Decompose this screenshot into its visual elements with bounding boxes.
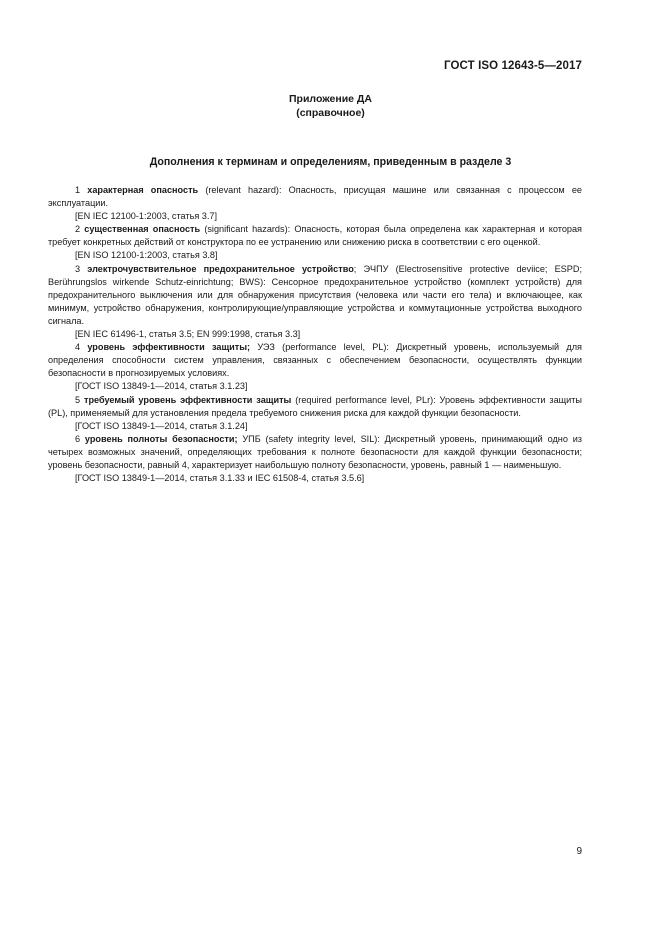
term-reference-3: [EN IEC 61496-1, статья 3.5; EN 999:1998, статья 3.3] [75,329,301,340]
term-name: существенная опасность [84,224,201,235]
term-name: уровень полноты безопасности; [84,433,238,444]
term-definition: (relevant hazard): Опасность, присущая машине или связанная с процессом ее эксплуатации. [48,185,582,209]
term-name: требуемый уровень эффективности защиты [83,394,292,405]
term-reference-1: [EN IEC 12100-1:2003, статья 3.7] [75,211,218,222]
term-definition: (required performance level, PLr): Уровень эффективности защиты (PL), применяемый для установления предела требуемого снижения риска для каждой функции безопасности. [48,394,582,418]
term-name: характерная опасность [87,185,199,195]
term-number: 5 [75,394,81,405]
term-entry-4 [48,341,582,380]
annex-subtitle: (справочное) [296,107,365,119]
term-number: 6 [75,433,81,444]
term-definition: ; ЭЧПУ (Electrosensitive protective deviice; ESPD; Berührungslos wirkende Schutz-einrichtung; BWS): Сенсорное предохранительное устройство (комплект устройств) для предохранительного выключения или для обнаружения присутствия (человека или части его тела) и включающее, как минимум, устройство обнаружения, контролирующие/управляющие устройства и коммутационные устройства выходного сигнала. [48,263,582,326]
term-number: 2 [75,224,81,235]
term-entry-3 [48,263,582,328]
term-definition: (significant hazards): Опасность, которая была определена как характерная и которая требует конкретных действий от конструктора по ее устранению или снижению риска в соответствии с его оценкой. [48,224,582,248]
term-reference-4: [ГОСТ ISO 13849-1—2014, статья 3.1.23] [75,381,248,392]
term-name: электрочувствительное предохранительное устройство [87,263,354,274]
term-reference-2: [EN ISO 12100-1:2003, статья 3.8] [75,250,218,261]
term-reference-6: [ГОСТ ISO 13849-1—2014, статья 3.1.33 и IEC 61508-4, статья 3.5.6] [75,473,365,484]
terms-list [48,184,582,485]
page-number: 9 [576,846,582,857]
term-entry-5 [48,394,582,420]
annex-heading [0,92,661,120]
standard-code: ГОСТ ISO 12643-5—2017 [444,60,582,72]
term-number: 1 [75,185,81,195]
term-reference-5: [ГОСТ ISO 13849-1—2014, статья 3.1.24] [75,420,248,431]
term-entry-6 [48,433,582,472]
term-definition: УПБ (safety integrity level, SIL): Дискретный уровень, принимающий одно из четырех возможных значений, определяющих требования к полноте безопасности для каждой функции безопасности; уровень безопасности, равный 4, характеризует наибольшую полноту безопасности, уровень, равный 1 — наименьшую. [48,433,582,470]
term-number: 4 [75,342,81,353]
term-definition: УЭЗ (performance level, PL): Дискретный уровень, используемый для определения способности систем управления, связанных с обеспечением безопасности, осуществлять функции безопасности в прогнозируемых условиях. [48,342,582,379]
section-title: Дополнения к терминам и определениям, приведенным в разделе 3 [149,156,512,168]
term-entry-2 [48,223,582,249]
term-number: 3 [75,263,81,274]
annex-title: Приложение ДА [289,93,372,105]
term-name: уровень эффективности защиты; [87,342,251,353]
term-entry-1 [48,184,582,210]
